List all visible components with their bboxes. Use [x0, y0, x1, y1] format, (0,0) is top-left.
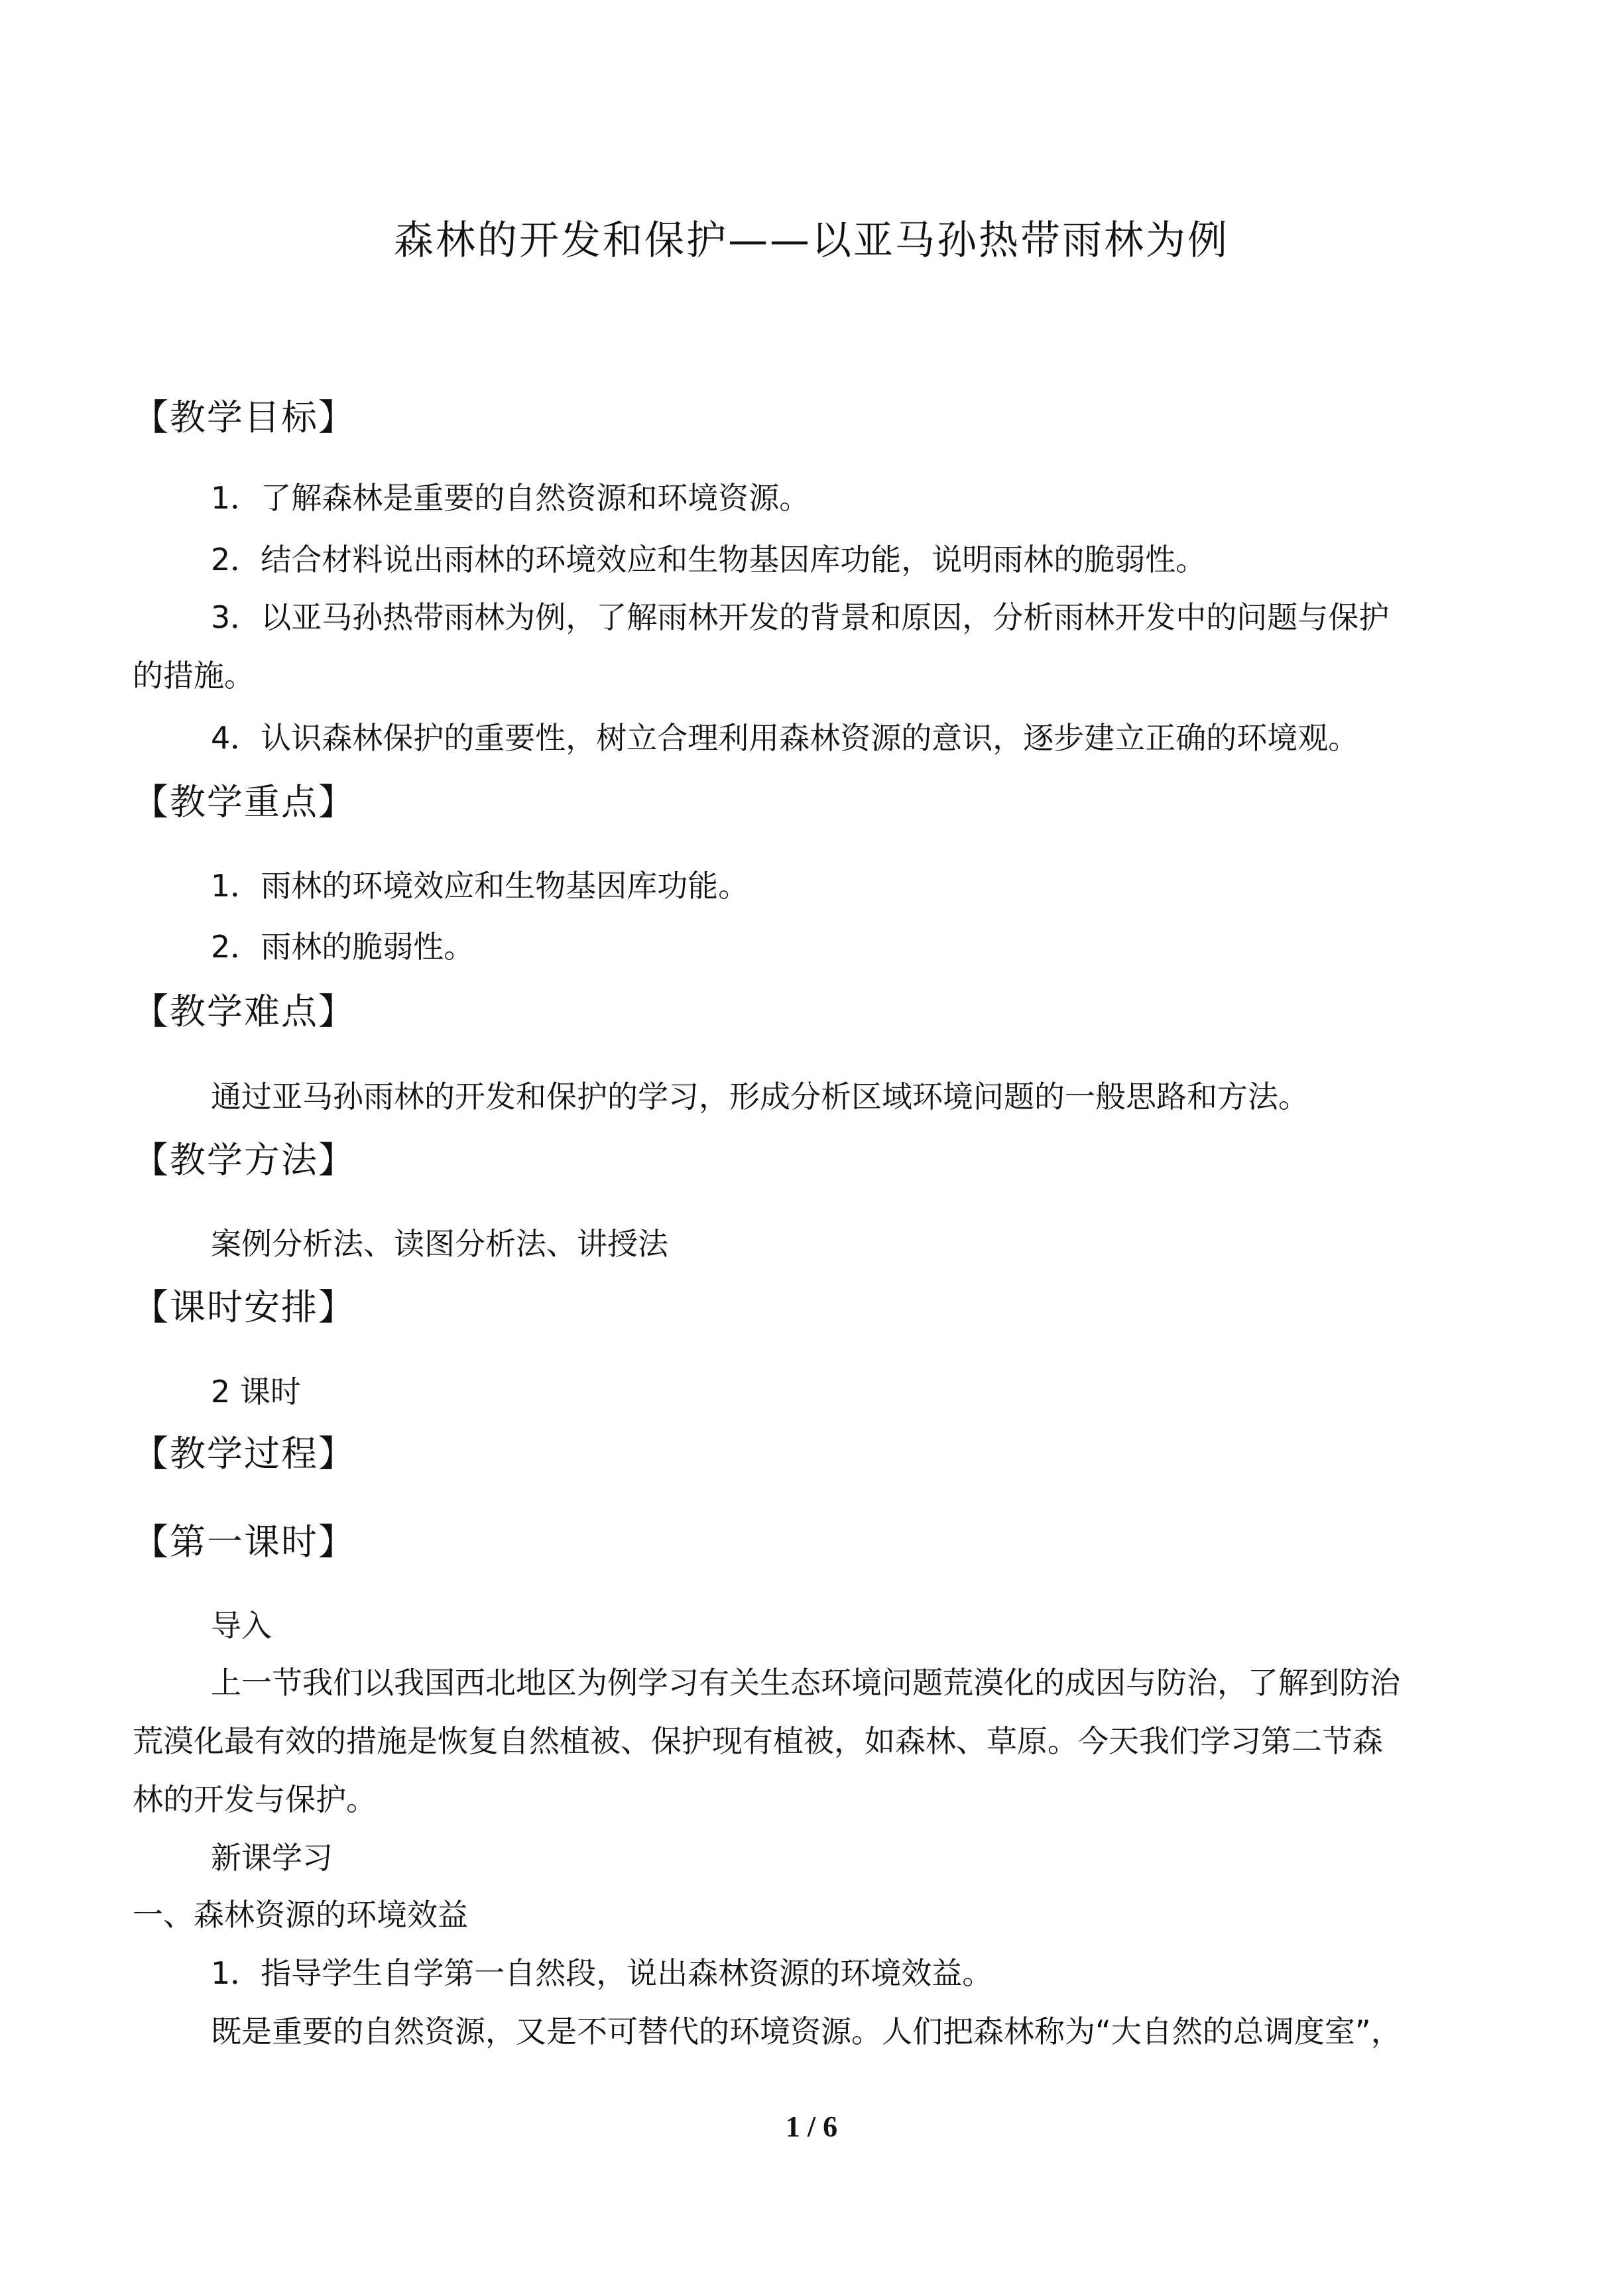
intro-line-3: 林的开发与保护。	[133, 1782, 377, 1817]
goal-item-3: 3．以亚马孙热带雨林为例，了解雨林开发的背景和原因，分析雨林开发中的问题与保护	[211, 599, 1390, 635]
goal-item-3-continued: 的措施。	[133, 658, 255, 694]
goal-item-4: 4．认识森林保护的重要性，树立合理利用森林资源的意识，逐步建立正确的环境观。	[211, 720, 1359, 756]
heading-goals: 【教学目标】	[133, 396, 355, 438]
heading-difficulties: 【教学难点】	[133, 991, 355, 1032]
page-number: 1 / 6	[785, 2110, 838, 2143]
section-one-title: 一、森林资源的环境效益	[133, 1897, 468, 1933]
forest-resource-line: 既是重要的自然资源，又是不可替代的环境资源。人们把森林称为“大自然的总调度室”，	[211, 2014, 1402, 2049]
schedule-text: 2 课时	[211, 1374, 301, 1410]
heading-key-points: 【教学重点】	[133, 781, 355, 823]
difficulties-text: 通过亚马孙雨林的开发和保护的学习，形成分析区域环境问题的一般思路和方法。	[211, 1079, 1309, 1115]
step-one: 1．指导学生自学第一自然段，说出森林资源的环境效益。	[211, 1955, 993, 1991]
heading-schedule: 【课时安排】	[133, 1286, 355, 1328]
heading-first-lesson: 【第一课时】	[133, 1521, 355, 1563]
goal-item-1: 1．了解森林是重要的自然资源和环境资源。	[211, 480, 810, 516]
intro-label: 导入	[211, 1608, 272, 1644]
intro-line-1: 上一节我们以我国西北地区为例学习有关生态环境问题荒漠化的成因与防治，了解到防治	[211, 1665, 1400, 1701]
methods-text: 案例分析法、读图分析法、讲授法	[211, 1226, 668, 1262]
intro-line-2: 荒漠化最有效的措施是恢复自然植被、保护现有植被，如森林、草原。今天我们学习第二节森	[133, 1723, 1383, 1759]
new-lesson-label: 新课学习	[211, 1840, 333, 1876]
key-point-2: 2．雨林的脆弱性。	[211, 929, 475, 965]
heading-methods: 【教学方法】	[133, 1139, 355, 1181]
goal-item-2: 2．结合材料说出雨林的环境效应和生物基因库功能，说明雨林的脆弱性。	[211, 542, 1207, 577]
key-point-1: 1．雨林的环境效应和生物基因库功能。	[211, 868, 749, 904]
page-title: 森林的开发和保护——以亚马孙热带雨林为例	[394, 217, 1229, 264]
heading-process: 【教学过程】	[133, 1433, 355, 1475]
